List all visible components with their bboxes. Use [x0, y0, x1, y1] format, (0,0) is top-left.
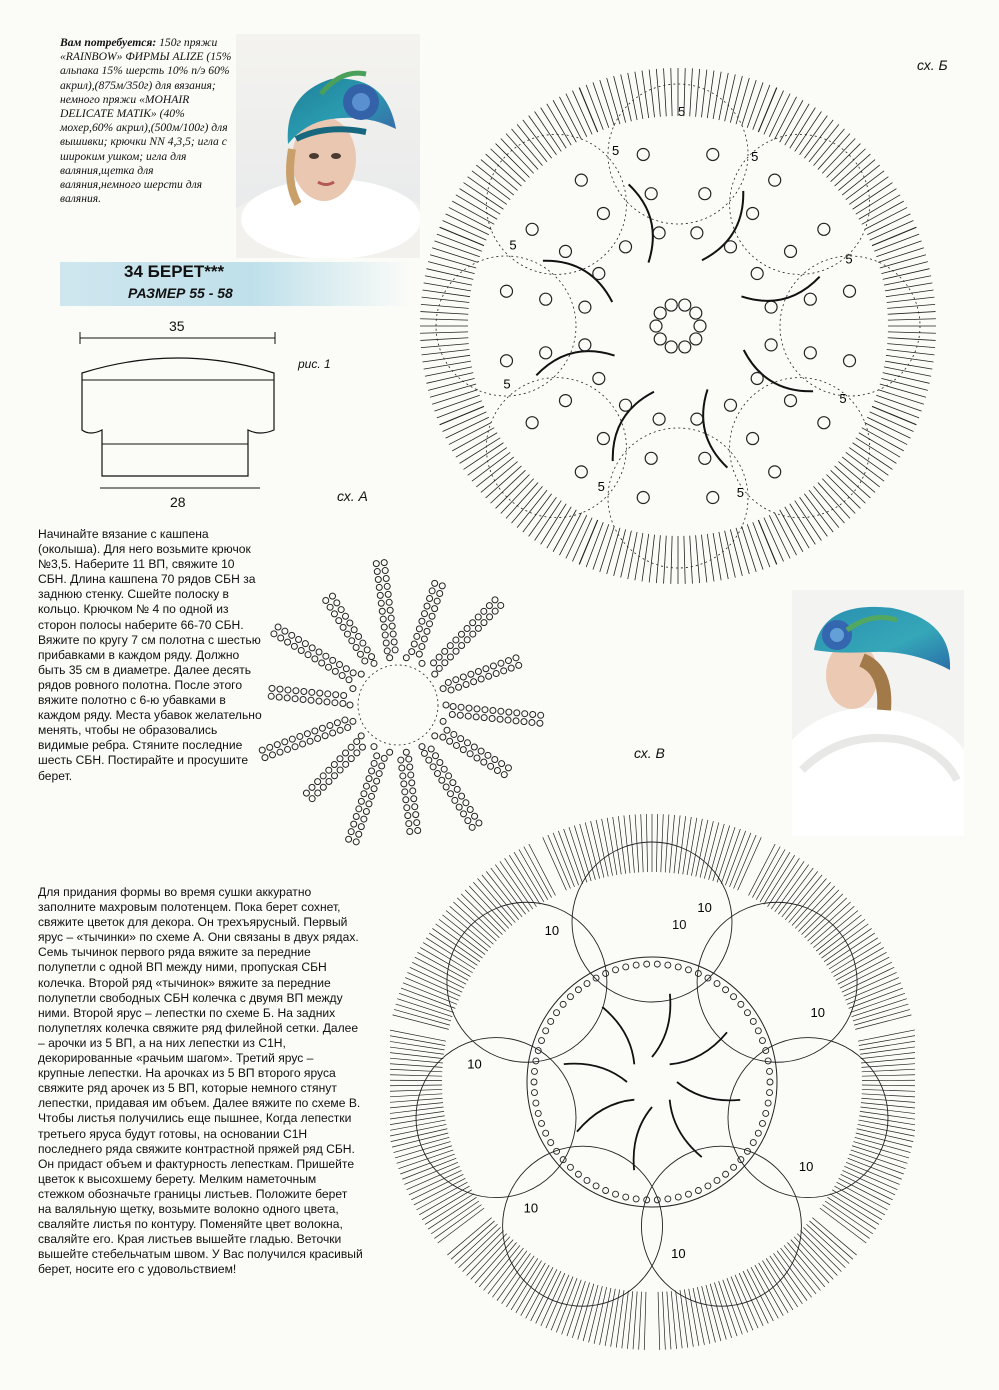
- instructions-text-2: Для придания формы во время сушки аккуратно заполните махровым полотенцем. Пока берет сохнет, свяжите цветок для декора. Он трехъярусный. Первый ярус – «тычинки» по схеме А. Они связаны в двух рядах. Семь тычинок первого ряда вяжите за передние полупетли с одной ВП между ними, пропуская СБН колечка. Второй ряд «тычинок» вяжите за передние полупетли свободных СБН колечка с двумя ВП между ними. Второй ярус – лепестки по схеме Б. На задних полупетлях колечка свяжите ряд филейной сетки. Далее – арочки из 5 ВП, а на них лепестки из С1Н, декорированные «рачьим шагом». Третий ярус – крупные лепестки. На арочках из 5 ВП второго яруса свяжите ряд арочек из 5 ВП, которые немного стянут лепестки, придавая им объем. Далее вяжите по схеме В. Чтобы листья получились еще пышнее, Когда лепестки третьего яруса будут готовы, на основании С1Н последнего ряда свяжите контрастной пряжей ряд СБН. Он придаст объем и фактурность лепесткам. Пришейте цветок к высохшему берету. Мелким наметочным стежком обозначьте границы листьев. Положите берет на валяльную щетку, возьмите волокно одного цвета, сваляйте листья по контуру. Поменяйте цвет волокна, сваляйте его. Края листьев вышейте гладью. Веточки вышейте стебельчатым швом. У Вас получился красивый берет, носите его с удовольствием!: [38, 885, 363, 1277]
- svg-text:5: 5: [597, 479, 605, 495]
- svg-text:5: 5: [611, 143, 620, 159]
- instructions-text-1: Начинайте вязание с кашпена (околыша). Для него возьмите крючок №3,5. Наберите 11 ВП, свяжите 10 СБН. Длина кашпена 70 рядов СБН за заднюю стенку. Сшейте полоску в кольцо. Крючком № 4 по одной из сторон полосы наберите 66-70 СБН. Вяжите по кругу 7 см полотна с шестью прибавками в каждом ряду. Должно быть 35 см в диаметре. Далее десять рядов ровного полотна. После этого вяжите полотно с 6-ю убавками в каждом ряду. Места убавок желательно менять, чтобы не образовались видимые ребра. Стяните последние шесть СБН. Постирайте и просушите берет.: [38, 527, 262, 783]
- svg-text:10: 10: [798, 1159, 814, 1175]
- materials-text: 150г пряжи «RAINBOW» ФИРМЫ ALIZE (15% альпака 15% шерсть 10% п/э 60% акрил),(875м/350г) для вязания; немного пряжи «MOHAIR DELICATE MATIK» (40% мохер,60% акрил),(500м/100г) для вышивки; крючки NN 4,3,5; игла с широким ушком; игла для валяния,щетка для валяния,немного шерсти для валяния.: [60, 36, 232, 206]
- svg-text:10: 10: [467, 1056, 482, 1072]
- materials-heading: Вам потребуется:: [60, 36, 157, 49]
- svg-text:5: 5: [845, 251, 853, 267]
- svg-text:5: 5: [509, 237, 517, 253]
- dimension-bottom: 28: [170, 494, 186, 510]
- figure-1-shape: [70, 318, 360, 518]
- page-title: 34 БЕРЕТ***: [124, 262, 225, 281]
- svg-text:10: 10: [523, 1200, 539, 1216]
- instructions-part-2: [38, 885, 363, 1277]
- svg-text:10: 10: [810, 1005, 825, 1021]
- materials-block: [60, 36, 232, 206]
- dimension-top: 35: [169, 318, 185, 334]
- scheme-v-diagram: [390, 790, 915, 1370]
- svg-text:10: 10: [544, 922, 560, 938]
- svg-text:10: 10: [697, 899, 712, 915]
- scheme-b-count-top: 5: [678, 104, 686, 119]
- scheme-v-count-top: 10: [672, 917, 687, 932]
- svg-text:5: 5: [503, 376, 511, 392]
- svg-text:5: 5: [751, 148, 759, 164]
- size-label: РАЗМЕР 55 - 58: [128, 285, 233, 301]
- figure-1-label: рис. 1: [298, 357, 331, 371]
- svg-text:10: 10: [671, 1246, 686, 1262]
- scheme-b-label: сх. Б: [917, 57, 948, 73]
- instructions-part-1: [38, 527, 264, 784]
- title-banner: [60, 262, 410, 306]
- svg-text:5: 5: [839, 390, 847, 406]
- scheme-v-label: сх. В: [634, 745, 665, 761]
- svg-text:5: 5: [736, 484, 745, 500]
- scheme-a-label: сх. А: [337, 488, 368, 504]
- photo-woman-beret-front: [236, 34, 420, 258]
- scheme-b-diagram: [408, 40, 948, 612]
- photo-woman-beret-side: [792, 590, 964, 836]
